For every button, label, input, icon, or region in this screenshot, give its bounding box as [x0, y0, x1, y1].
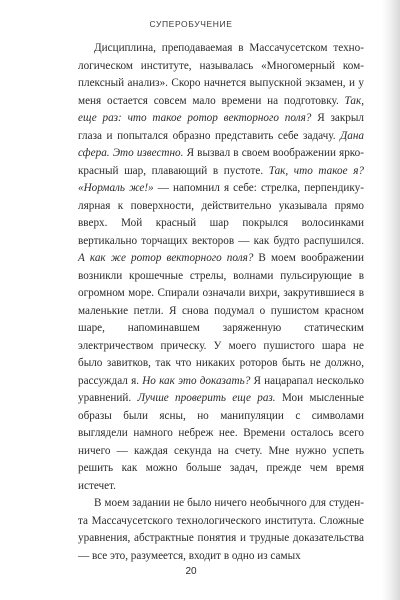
italic-text-run: А как же ротор векторного поля?	[78, 252, 254, 264]
running-header: СУПЕРОБУЧЕНИЕ	[149, 19, 233, 29]
text-run: Я нацарапал несколько уравнений.	[78, 374, 364, 404]
italic-text-run: Дана сфера. Это известно.	[78, 129, 364, 159]
italic-text-run: Так, еще раз: что такое ротор векторного поля?	[78, 94, 364, 124]
text-run: Я закрыл глаза и попытался образно представить себе задачу.	[78, 112, 364, 142]
text-run: Я вызвал в своем воображении ярко-красный шар, плавающий в пустоте.	[78, 147, 364, 177]
page-number: 20	[185, 566, 197, 577]
text-run: Мои мысленные образы были ясны, но манипуляции с символами выглядели намного небреж нее. Времени осталось всего ничего — каждая секунда на счету. Мне нужно успеть решить как можно больше задач, прежде чем время истечет.	[78, 392, 364, 492]
text-run: Дисциплина, преподаваемая в Массачусетском технологическом институте, называлась «Многомерный комплексный анализ». Скоро начнется выпускной экзамен, и у меня остается совсем мало времени на подготовку.	[78, 42, 364, 107]
text-run: В моем воображении возникли крошечные стрелы, волнами пульсирующие в огромном море. Спирали означали вихри, закрутившиеся в маленькие петли. Я снова подумал о пушистом красном шаре, напоминавшем заряженную статическим электричеством прическу. У моего пушистого шара не было завитков, так что никаких роторов быть не должно, рассуждал я.	[78, 252, 364, 387]
text-run: — напомнил я себе: стрелка, перпендикулярная к поверхности, действительно указывала прямо вверх. Мой красный шар покрылся волосинками вертикально торчащих векторов — как будто распушился.	[78, 182, 364, 247]
paragraph	[78, 40, 364, 495]
italic-text-run: Но как это доказать?	[142, 374, 251, 387]
page-edge-shadow	[382, 0, 400, 600]
page-body	[78, 40, 364, 565]
italic-text-run: Так, что такое я? «Нормаль же!»	[78, 164, 365, 194]
italic-text-run: Лучше проверить еще раз.	[137, 392, 276, 404]
paragraph	[78, 495, 364, 565]
text-run: В моем задании не было ничего необычного для студента Массачусетского технологического института. Сложные уравнения, абстрактные понятия и трудные доказательства — все это, разумеется, входит в одно из самых	[78, 497, 364, 562]
